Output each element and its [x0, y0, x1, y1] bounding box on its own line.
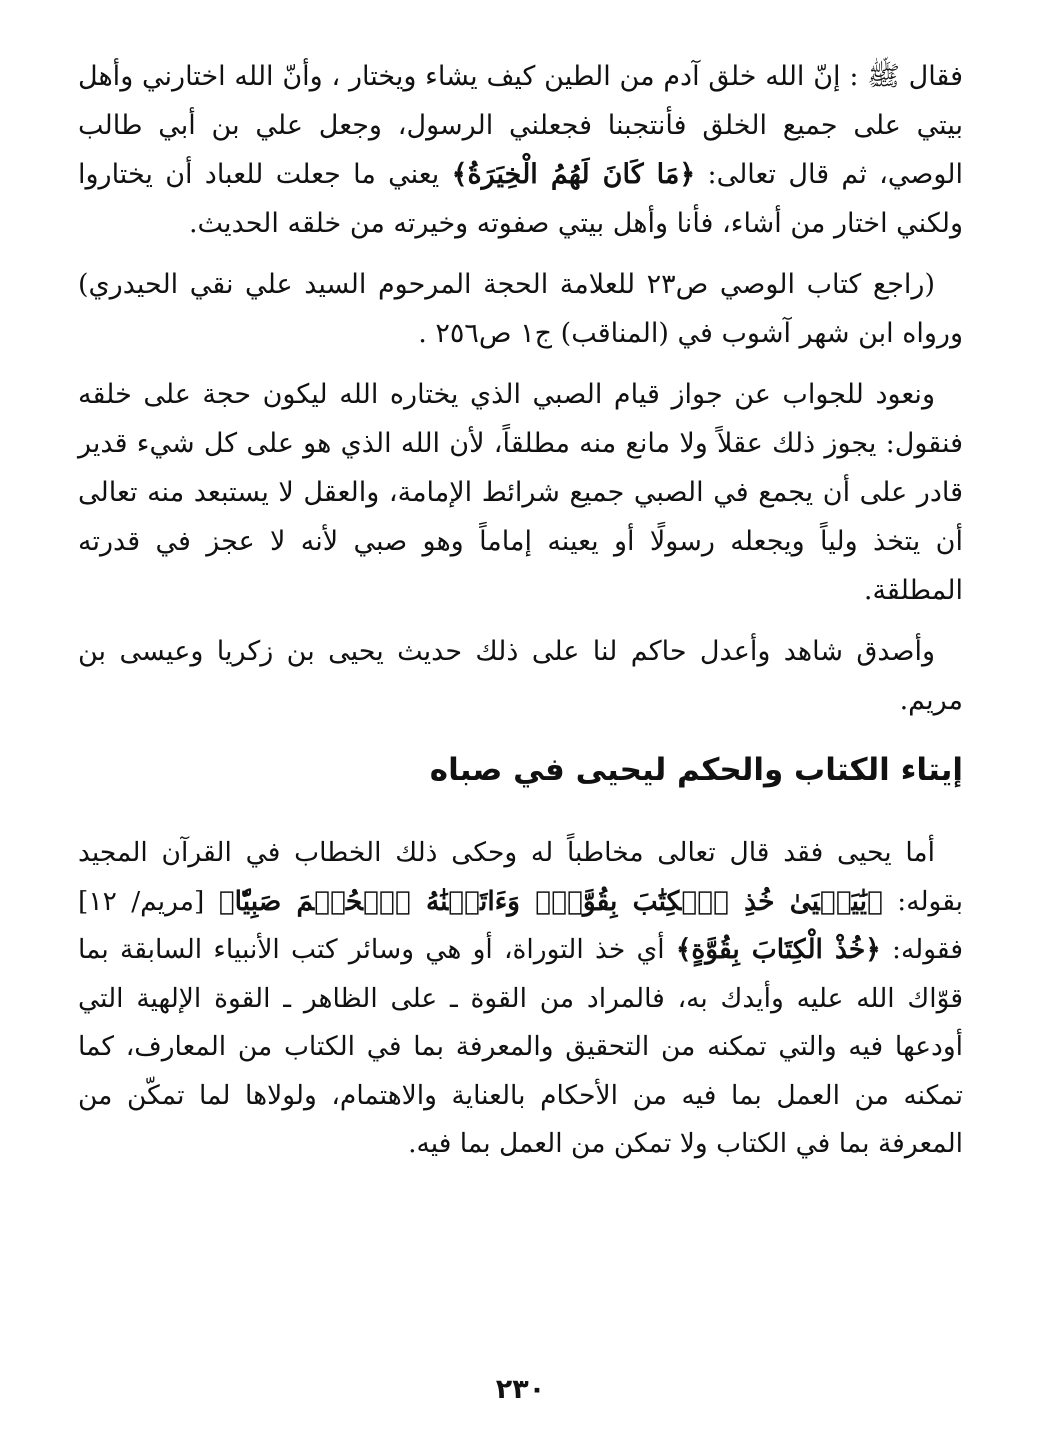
page-body [78, 52, 963, 1450]
paragraph-answer: ونعود للجواب عن جواز قيام الصبي الذي يختاره الله ليكون حجة على خلقه فنقول: يجوز ذلك عقلاً ولا مانع منه مطلقاً، لأن الله الذي هو على كل شيء قدير قادر على أن يجمع في الصبي جميع شرائط الإمامة، والعقل لا يستبعد منه تعالى أن يتخذ ولياً ويجعله رسولًا أو يعينه إماماً وهو صبي لأنه لا عجز في قدرته المطلقة. [78, 379, 963, 606]
paragraph-hadith-text-1: فقال ﷺ : إنّ الله خلق آدم من الطين كيف يشاء ويختار ، وأنّ الله اختارني وأهل بيتي على جميع الخلق فأنتجبنا فجعلني الرسول، وجعل علي بن أبي طالب الوصي، ثم قال تعالى: [78, 61, 964, 190]
paragraph-yahya-text-2: فقوله: [880, 934, 963, 965]
verse-reference: [مريم/ ١٢] [78, 885, 219, 917]
page-number: ٢٣٠ [495, 1374, 546, 1405]
paragraph-yahya [78, 829, 963, 1169]
paragraph-witness: وأصدق شاهد وأعدل حاكم لنا على ذلك حديث يحيى بن زكريا وعيسى بن مريم. [78, 636, 963, 716]
paragraph-hadith-text-2: يعني ما جعلت للعباد أن يختاروا ولكني اختار من أشاء، فأنا وأهل بيتي صفوته وخيرته من خلقه الحديث. [78, 159, 963, 239]
paragraph-yahya-text-1: أما يحيى فقد قال تعالى مخاطباً له وحكى ذلك الخطاب في القرآن المجيد بقوله: [78, 837, 963, 917]
paragraph-hadith [78, 52, 963, 248]
quran-quote: ﴿مَا كَانَ لَهُمُ الْخِيَرَةُ﴾ [451, 159, 696, 190]
paragraph-yahya-text-3: أي خذ التوراة، أو هي وسائر كتب الأنبياء السابقة بما قوّاك الله عليه وأيدك به، فالمراد من القوة ـ على الظاهر ـ القوة الإلهية التي أودعها فيه والتي تمكنه من التحقيق والمعرفة بما في الكتاب من المعارف، كما تمكنه من العمل بما فيه من الأحكام بالعناية والاهتمام، ولولاها لما تمكّن من المعرفة بما في الكتاب ولا تمكن من العمل بما فيه. [78, 934, 963, 1159]
quran-verse: ﴿يَٰيَحۡيَىٰ خُذِ ٱلۡكِتَٰبَ بِقُوَّةٖۖ وَءَاتَيۡنَٰهُ ٱلۡحُكۡمَ صَبِيّٗا﴾ [218, 885, 883, 917]
section-heading: إيتاء الكتاب والحكم ليحيى في صباه [429, 752, 963, 788]
paragraph-reference: (راجع كتاب الوصي ص٢٣ للعلامة الحجة المرحوم السيد علي نقي الحيدري) ورواه ابن شهر آشوب في (المناقب) ج١ ص٢٥٦ . [78, 269, 963, 349]
quran-quote-2: ﴿خُذْ الْكِتَابَ بِقُوَّةٍ﴾ [675, 934, 881, 965]
